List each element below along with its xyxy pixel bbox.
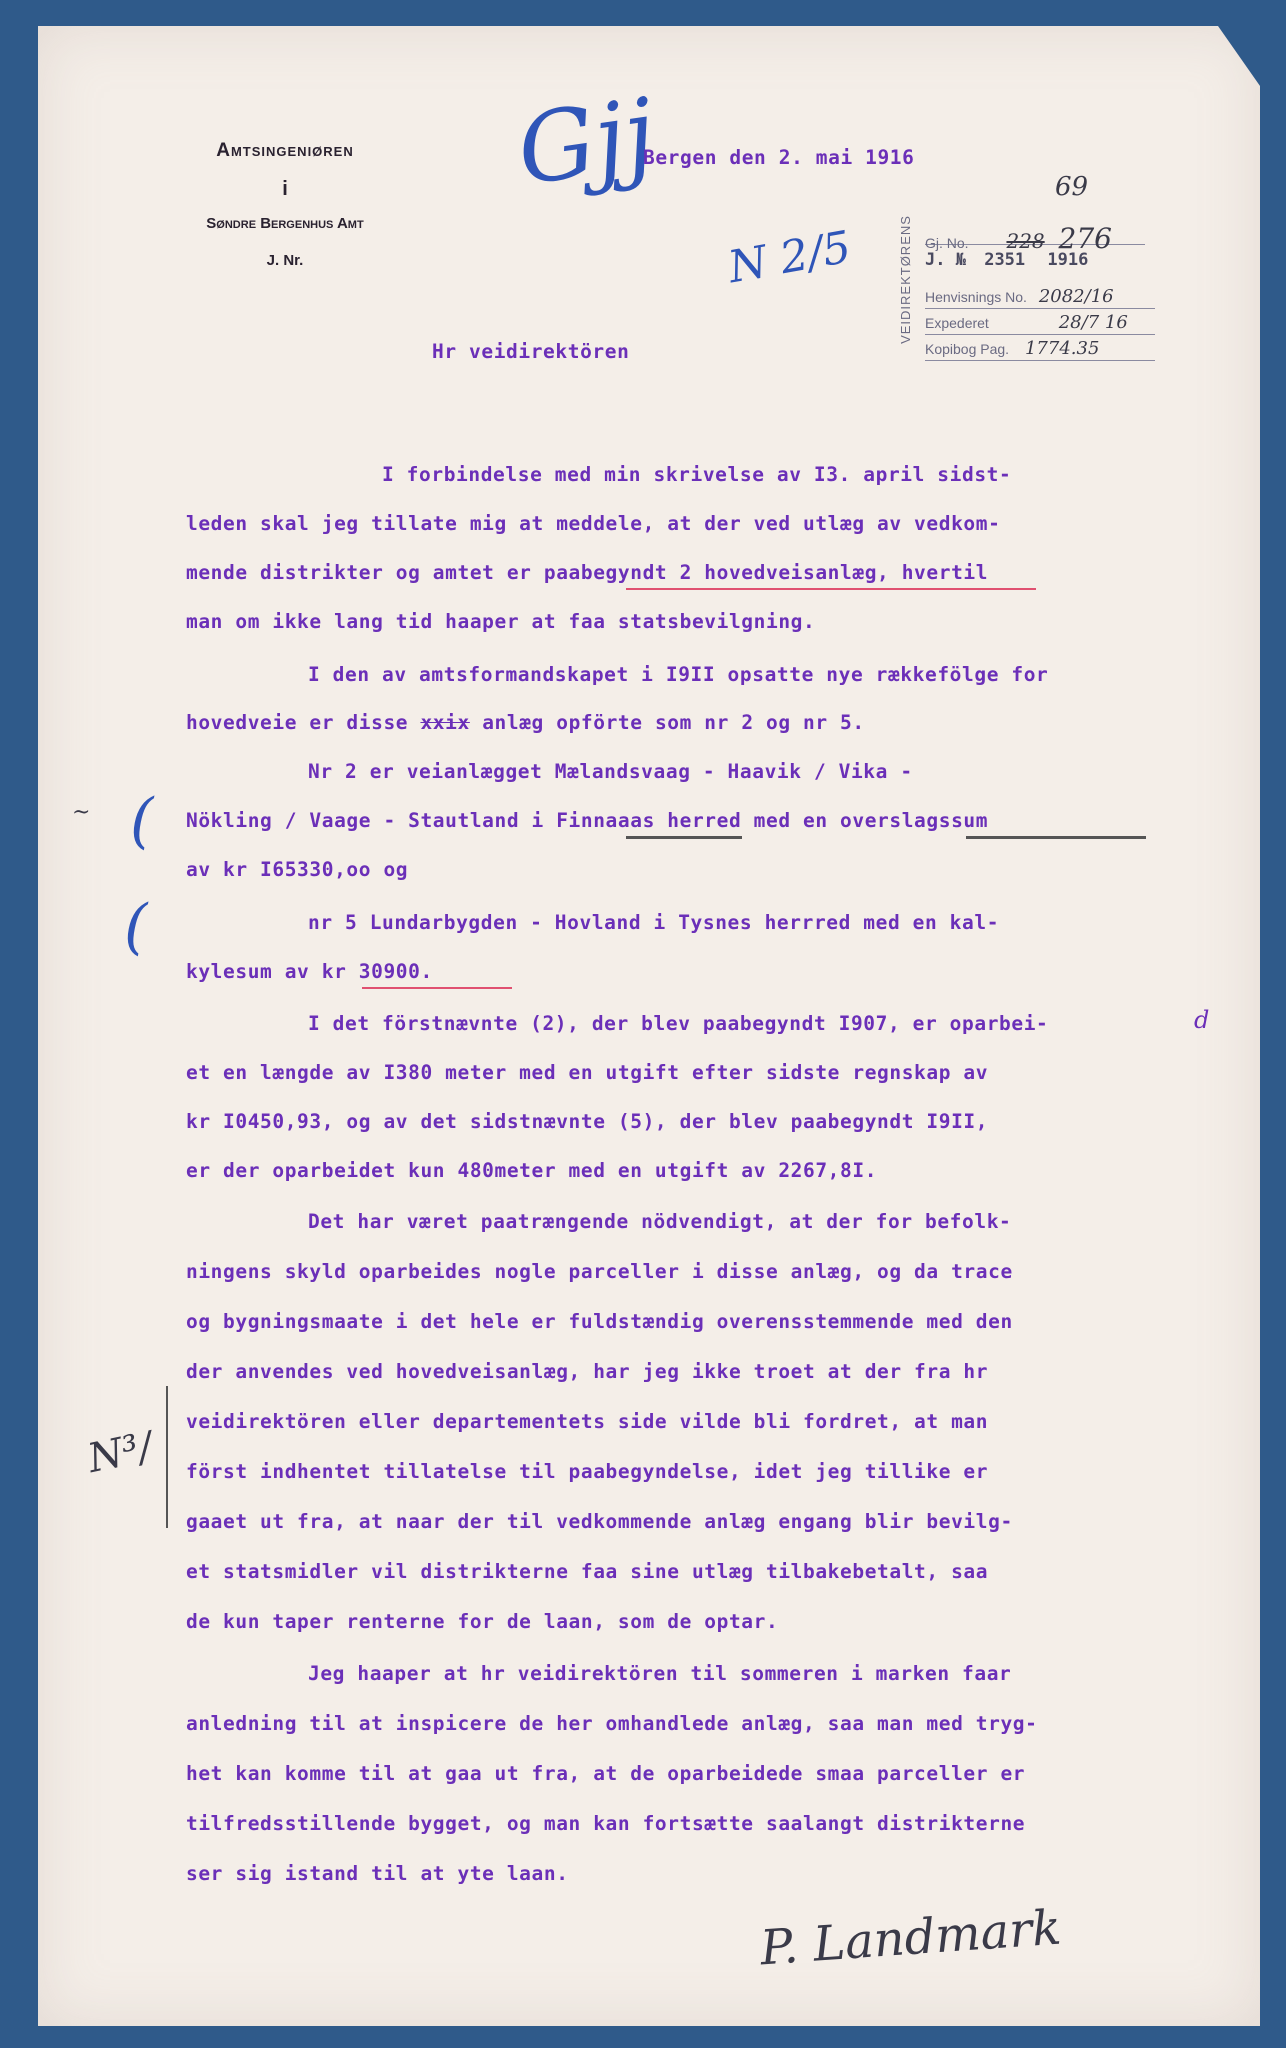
body-line-3-text: mende distrikter og amtet er paabegyndt 2 hovedveisanlæg, hvertil <box>186 561 989 584</box>
body-line-11: kylesum av kr 30900. <box>186 960 433 983</box>
body-line-26: anledning til at inspicere de her omhandlede anlæg, saa man med tryg- <box>186 1712 1038 1735</box>
margin-vertical-line <box>166 1386 168 1528</box>
body-line-23: et statsmidler vil distrikterne faa sine utlæg tilbakebetalt, saa <box>186 1560 989 1583</box>
handwritten-initials: Gjj <box>510 77 662 207</box>
stamp-gj-old: 228 <box>1006 229 1045 253</box>
stamp-jnr-year: 1916 <box>1047 250 1089 270</box>
body-line-13: et en længde av I380 meter med en utgift efter sidste regnskap av <box>186 1061 989 1084</box>
stamp-jnr-row <box>925 250 1155 270</box>
body-line-7: Nr 2 er veianlægget Mælandsvaag - Haavik / Vika - <box>308 760 913 783</box>
stamp-gj-row <box>925 222 1145 255</box>
body-line-12: I det förstnævnte (2), der blev paabegyndt I907, er oparbei- <box>308 1012 1049 1035</box>
body-line-20: veidirektören eller departementets side vilde bli fordret, at man <box>186 1410 989 1433</box>
margin-bracket-2: ( <box>124 892 148 962</box>
body-line-3 <box>186 561 988 584</box>
body-line-2: leden skal jeg tillate mig at meddele, at der ved utlæg av vedkom- <box>186 512 1001 535</box>
stamp-exp-label: Expederet <box>925 315 989 331</box>
received-stamp <box>897 172 1163 370</box>
body-line-1: I forbindelse med min skrivelse av I3. april sidst- <box>382 463 1012 486</box>
body-line-18: og bygningsmaate i det hele er fuldstændig overensstemmende med den <box>186 1310 1013 1333</box>
body-line-14: kr I0450,93, og av det sidstnævnte (5), der blev paabegyndt I9II, <box>186 1110 989 1133</box>
underline-overslagssum <box>966 834 1146 839</box>
underline-finnaaas <box>626 834 742 839</box>
letterhead-office: Søndre Bergenhus Amt <box>206 215 364 232</box>
salutation: Hr veidirektören <box>432 340 630 363</box>
body-line-19: der anvendes ved hovedveisanlæg, har jeg ikke troet at der fra hr <box>186 1360 989 1383</box>
handwritten-number: N 2/5 <box>724 221 855 294</box>
body-line-5: I den av amtsformandskapet i I9II opsatte nye rækkefölge for <box>308 663 1049 686</box>
body-line-6b: anlæg opförte som nr 2 og nr 5. <box>482 711 865 734</box>
stamp-side-text: VEIDIREKTØRENS <box>897 215 913 344</box>
body-line-22: gaaet ut fra, at naar der til vedkommende anlæg engang blir bevilg- <box>186 1510 1013 1533</box>
margin-mark: ~ <box>72 800 91 825</box>
body-line-6a: hovedveie er disse <box>186 711 409 734</box>
stamp-kop-label: Kopibog Pag. <box>925 341 1010 357</box>
stamp-gj-new: 276 <box>1058 222 1112 255</box>
body-line-27: het kan komme til at gaa ut fra, at de oparbeidede smaa parceller er <box>186 1762 1026 1785</box>
body-line-21: först indhentet tillatelse til paabegyndelse, idet jeg tillike er <box>186 1460 989 1483</box>
margin-bracket-1: ( <box>130 786 154 856</box>
stamp-gj-label: Gj. No. <box>925 235 969 251</box>
body-line-17: ningens skyld oparbeides nogle parceller i disse anlæg, og da trace <box>186 1260 1013 1283</box>
body-line-28: tilfredsstillende bygget, og man kan fortsætte saalangt distrikterne <box>186 1812 1026 1835</box>
stamp-gj-top: 69 <box>1055 172 1089 202</box>
body-line-25: Jeg haaper at hr veidirektören til sommeren i marken faar <box>308 1662 1012 1685</box>
body-line-8: Nökling / Vaage - Stautland i Finnaaas herred med en overslagssum <box>186 809 989 832</box>
underline-30900 <box>362 985 512 989</box>
stamp-henv-value: 2082/16 <box>1038 286 1114 307</box>
stamp-jnr-value: 2351 <box>984 250 1026 270</box>
body-line-6 <box>186 711 865 734</box>
stamp-jnr-label: J. № <box>925 250 966 270</box>
underline-hovedveisanlaeg <box>626 586 1036 590</box>
handwritten-insert: d <box>1194 1006 1210 1034</box>
margin-number: N³/ <box>83 1423 157 1483</box>
body-line-15: er der oparbeidet kun 480meter med en utgift av 2267,8I. <box>186 1159 878 1182</box>
body-line-29: ser sig istand til at yte laan. <box>186 1862 569 1885</box>
body-line-16: Det har været paatrængende nödvendigt, at der for befolk- <box>308 1210 1012 1233</box>
stamp-kop-row <box>925 338 1155 361</box>
signature: P. Landmark <box>758 1899 1063 1977</box>
dateline: Bergen den 2. mai 1916 <box>643 146 915 169</box>
letterhead-i: i <box>282 178 288 200</box>
stamp-exp-value: 28/7 16 <box>1058 312 1128 333</box>
stamp-exp-row <box>925 312 1155 335</box>
body-line-4: man om ikke lang tid haaper at faa statsbevilgning. <box>186 610 816 633</box>
stamp-henv-label: Henvisnings No. <box>925 289 1027 305</box>
stamp-kop-value: 1774.35 <box>1024 338 1100 359</box>
body-line-10: nr 5 Lundarbygden - Hovland i Tysnes herrred med en kal- <box>308 911 1000 934</box>
body-line-9: av kr I65330,oo og <box>186 858 409 881</box>
letterhead-title: Amtsingeniøren <box>216 140 354 161</box>
body-line-6-struck: xxix <box>420 711 470 734</box>
letterhead <box>140 140 430 269</box>
stamp-henv-row <box>925 286 1155 309</box>
letterhead-jnr: J. Nr. <box>266 252 304 269</box>
body-line-24: de kun taper renterne for de laan, som de optar. <box>186 1610 779 1633</box>
